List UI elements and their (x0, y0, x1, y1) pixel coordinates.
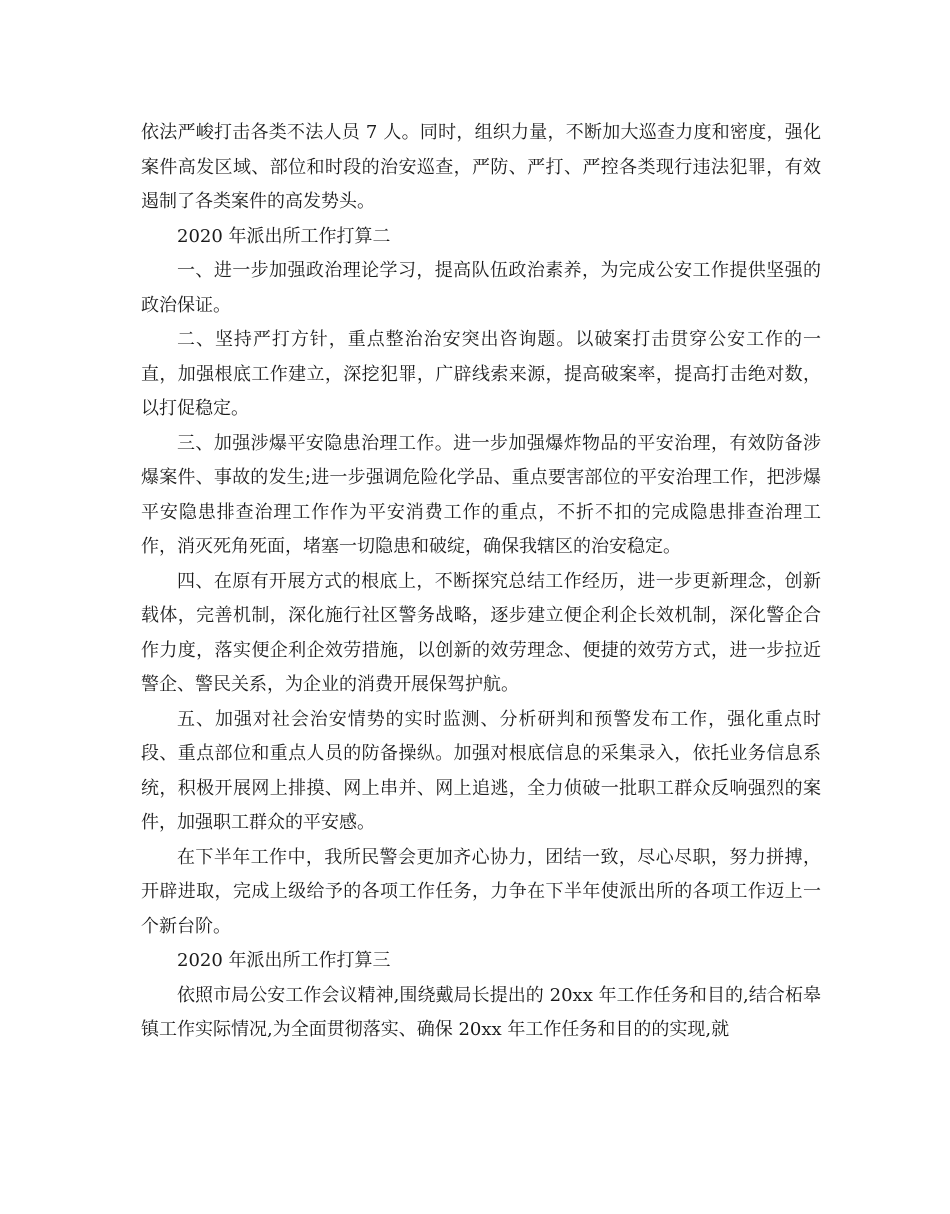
document-body (141, 116, 821, 1048)
paragraph: 五、加强对社会治安情势的实时监测、分析研判和预警发布工作，强化重点时段、重点部位和重点人员的防备操纵。加强对根底信息的采集录入，依托业务信息系统，积极开展网上排摸、网上串并、网上追逃，全力侦破一批职工群众反响强烈的案件，加强职工群众的平安感。 (141, 708, 821, 833)
paragraph: 三、加强涉爆平安隐患治理工作。进一步加强爆炸物品的平安治理，有效防备涉爆案件、事故的发生;进一步强调危险化学品、重点要害部位的平安治理工作，把涉爆平安隐患排查治理工作作为平安消费工作的重点，不折不扣的完成隐患排查治理工作，消灭死角死面，堵塞一切隐患和破绽，确保我辖区的治安稳定。 (141, 432, 821, 557)
section-heading: 2020 年派出所工作打算三 (177, 950, 391, 971)
paragraph: 一、进一步加强政治理论学习，提高队伍政治素养，为完成公安工作提供坚强的政治保证。 (141, 260, 821, 316)
paragraph: 在下半年工作中，我所民警会更加齐心协力，团结一致，尽心尽职，努力拼搏，开辟进取，完成上级给予的各项工作任务，力争在下半年使派出所的各项工作迈上一个新台阶。 (141, 846, 821, 937)
paragraph: 二、坚持严打方针，重点整治治安突出咨询题。以破案打击贯穿公安工作的一直，加强根底工作建立，深挖犯罪，广辟线索来源，提高破案率，提高打击绝对数，以打促稳定。 (141, 329, 821, 419)
paragraph: 依照市局公安工作会议精神,围绕戴局长提出的 20xx 年工作任务和目的,结合柘皋镇工作实际情况,为全面贯彻落实、确保 20xx 年工作任务和目的的实现,就 (141, 984, 821, 1040)
paragraph: 依法严峻打击各类不法人员 7 人。同时，组织力量，不断加大巡查力度和密度，强化案件高发区域、部位和时段的治安巡查，严防、严打、严控各类现行违法犯罪，有效遏制了各类案件的高发势头。 (141, 122, 821, 212)
section-heading: 2020 年派出所工作打算二 (177, 225, 391, 247)
paragraph: 四、在原有开展方式的根底上，不断探究总结工作经历，进一步更新理念，创新载体，完善机制，深化施行社区警务战略，逐步建立便企利企长效机制，深化警企合作力度，落实便企利企效劳措施，以创新的效劳理念、便捷的效劳方式，进一步拉近警企、警民关系，为企业的消费开展保驾护航。 (141, 570, 821, 695)
